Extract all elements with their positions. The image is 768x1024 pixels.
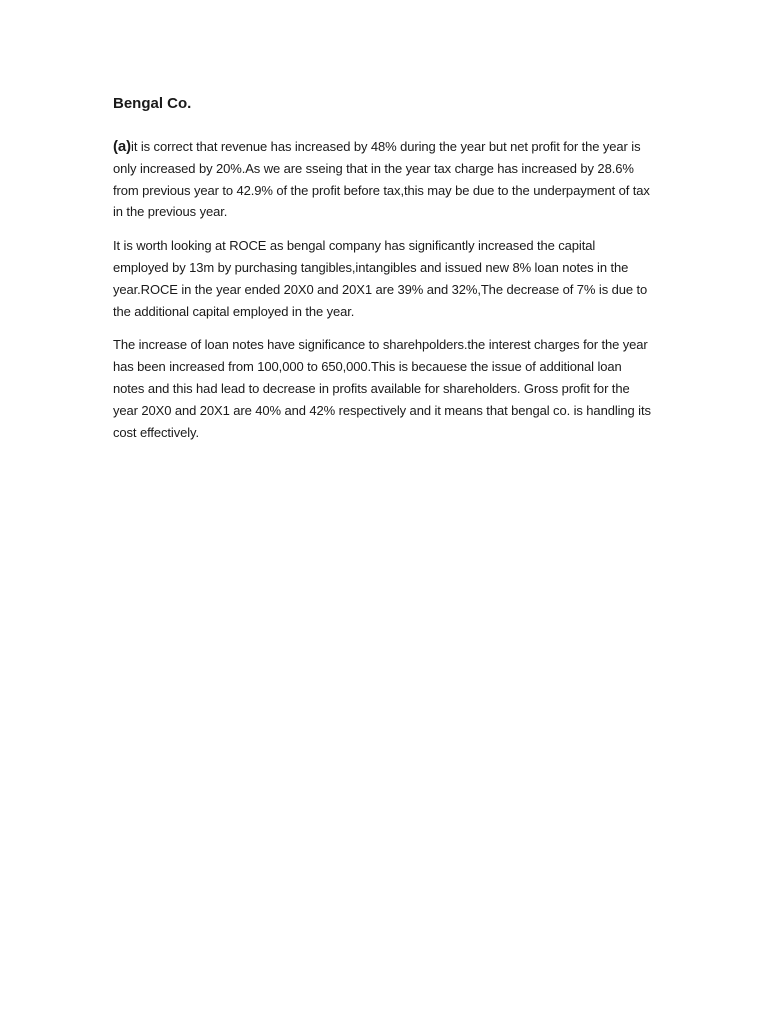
paragraph-marker: (a): [113, 138, 132, 155]
paragraph-roce: It is worth looking at ROCE as bengal company has significantly increased the capital employed by 13m by purchasing tangibles,intangibles and issued new 8% loan notes in the year.ROCE in the year ended 20X0 and 20X1 are 39% and 32%,The decrease of 7% is due to the additional capital employed in the year.: [113, 238, 648, 319]
paragraph-text: it is correct that revenue has increased by 48% during the year but net profit for the year is only increased by 20%.As we are sseing that in the year tax charge has increased by 28.6% from previous year to 42.9% of the profit before tax,this may be due to the underpayment of tax in the previous year.: [113, 139, 650, 220]
document-page: [113, 92, 653, 455]
document-title: Bengal Co.: [113, 95, 192, 112]
paragraph-a: [113, 136, 653, 223]
paragraph-loan-notes: The increase of loan notes have significance to sharehpolders.the interest charges for the year has been increased from 100,000 to 650,000.This is becauese the issue of additional loan notes and this had lead to decrease in profits available for shareholders. Gross profit for the year 20X0 and 20X1 are 40% and 42% respectively and it means that bengal co. is handling its cost effectively.: [113, 337, 651, 440]
